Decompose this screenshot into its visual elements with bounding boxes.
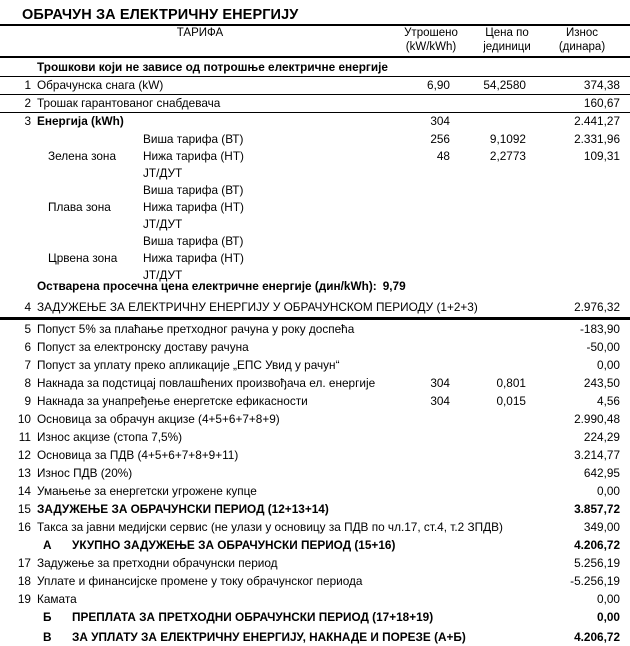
tariff-zone-row: [0, 165, 630, 182]
column-header-tariff: ТАРИФА: [176, 27, 224, 39]
row-amount: 0,00: [597, 592, 620, 606]
row-label: Основица за обрачун акцизе (4+5+6+7+8+9): [37, 412, 280, 426]
table-row: [0, 375, 630, 392]
zone-label: Плава зона: [48, 200, 111, 214]
row-quantity: 304: [430, 394, 450, 408]
row-amount: -5.256,19: [570, 574, 620, 588]
row-label: ЗАДУЖЕЊЕ ЗА ОБРАЧУНСКИ ПЕРИОД (12+13+14): [37, 502, 329, 516]
table-row: [0, 357, 630, 374]
row-label: Енергија (kWh): [37, 114, 124, 128]
row-label: Такса за јавни медијски сервис (не улази у основицу за ПДВ по чл.17, ст.4, т.2 ЗПДВ): [37, 520, 503, 534]
average-price-line: [37, 278, 406, 295]
column-header-price: [468, 27, 546, 54]
row-number: 16: [17, 520, 31, 534]
row-number: 5: [24, 322, 31, 336]
table-row: [0, 95, 630, 112]
tariff-zone-row: [0, 216, 630, 233]
row-number: 15: [17, 502, 31, 516]
row-quantity: 304: [430, 376, 450, 390]
row-quantity: 48: [436, 149, 450, 163]
average-price-label: Остварена просечна цена електричне енергије (дин/kWh):: [37, 279, 377, 293]
total-a-letter: А: [43, 538, 52, 552]
table-row: [0, 555, 630, 572]
tariff-zone-row: [0, 131, 630, 148]
column-header-amount-line2: (динара): [558, 40, 606, 53]
row-amount: 2.331,96: [574, 132, 620, 146]
row-amount: 642,95: [583, 466, 620, 480]
table-row: [0, 591, 630, 608]
row-label: Уплате и финансијске промене у току обрачунског периода: [37, 574, 363, 588]
total-a-row: [0, 537, 630, 554]
row-amount: 4,56: [597, 394, 620, 408]
row-amount: 109,31: [583, 149, 620, 163]
row-number: 1: [24, 78, 31, 92]
row-number: 13: [17, 466, 31, 480]
row-label: Попуст за уплату преко апликације „ЕПС Увид у рачун“: [37, 358, 340, 372]
row-price: 0,015: [496, 394, 526, 408]
tariff-label: Нижа тарифа (НТ): [143, 251, 244, 265]
tariff-label: Нижа тарифа (НТ): [143, 149, 244, 163]
table-row: [0, 465, 630, 482]
row-amount: 2.990,48: [574, 412, 620, 426]
zone-label: Зелена зона: [48, 149, 117, 163]
column-header-price-line2: јединици: [483, 40, 531, 53]
section-header-row: [0, 59, 630, 76]
total-v-row: [0, 629, 630, 646]
total-v-label: ЗА УПЛАТУ ЗА ЕЛЕКТРИЧНУ ЕНЕРГИЈУ, НАКНАДЕ И ПОРЕЗЕ (А+Б): [72, 630, 466, 644]
tariff-zone-row: [0, 250, 630, 267]
row-label: Задужење за претходни обрачунски период: [37, 556, 278, 570]
table-row: [0, 447, 630, 464]
row-number: 18: [17, 574, 31, 588]
row-label: Основица за ПДВ (4+5+6+7+8+9+11): [37, 448, 239, 462]
row-price: 9,1092: [489, 132, 526, 146]
table-row: [0, 113, 630, 130]
row-number: 2: [24, 96, 31, 110]
table-row: [0, 393, 630, 410]
row-quantity: 256: [430, 132, 450, 146]
column-header-amount: [544, 27, 620, 54]
row-number: 14: [17, 484, 31, 498]
table-row: [0, 77, 630, 94]
table-row: [0, 483, 630, 500]
row-number: 12: [17, 448, 31, 462]
divider-row-4: [0, 317, 630, 320]
row-number: 17: [17, 556, 31, 570]
row-quantity: 304: [430, 114, 450, 128]
tariff-zone-row: [0, 148, 630, 165]
tariff-label: ЈТ/ДУТ: [143, 217, 183, 231]
row-number: 19: [17, 592, 31, 606]
tariff-label: Виша тарифа (ВТ): [143, 132, 244, 146]
row-label: Износ ПДВ (20%): [37, 466, 133, 480]
zone-label: Црвена зона: [48, 251, 118, 265]
row-amount: 243,50: [583, 376, 620, 390]
row-number: 7: [24, 358, 31, 372]
row-amount: 374,38: [583, 78, 620, 92]
row-amount: 3.857,72: [574, 502, 620, 516]
row-label: Обрачунска снага (kW): [37, 78, 164, 92]
row-label: Накнада за унапређење енергетске ефикасности: [37, 394, 308, 408]
tariff-label: ЈТ/ДУТ: [143, 166, 183, 180]
total-b-letter: Б: [43, 610, 52, 624]
row-amount: -183,90: [579, 322, 620, 336]
row-amount: 2.976,32: [574, 300, 620, 314]
tariff-zone-row: [0, 182, 630, 199]
row-amount: 0,00: [597, 484, 620, 498]
tariff-label: Виша тарифа (ВТ): [143, 183, 244, 197]
table-row: [0, 573, 630, 590]
tariff-label: Виша тарифа (ВТ): [143, 234, 244, 248]
row-amount: 160,67: [583, 96, 620, 110]
row-amount: 224,29: [583, 430, 620, 444]
page-title: ОБРАЧУН ЗА ЕЛЕКТРИЧНУ ЕНЕРГИЈУ: [22, 7, 299, 23]
row-quantity: 6,90: [427, 78, 450, 92]
row-label: Трошак гарантованог снабдевача: [37, 96, 221, 110]
total-b-label: ПРЕПЛАТА ЗА ПРЕТХОДНИ ОБРАЧУНСКИ ПЕРИОД (17+18+19): [72, 610, 434, 624]
row-amount: 3.214,77: [574, 448, 620, 462]
table-row: [0, 429, 630, 446]
table-row: [0, 321, 630, 338]
row-number: 4: [24, 300, 31, 314]
total-a-amount: 4.206,72: [574, 538, 620, 552]
row-label: Камата: [37, 592, 77, 606]
row-amount: -50,00: [586, 340, 620, 354]
average-price-value: 9,79: [382, 279, 406, 293]
row-price: 2,2773: [489, 149, 526, 163]
row-price: 54,2580: [483, 78, 526, 92]
section-header-label: Трошкови који не зависе од потрошње електричне енергије: [37, 60, 388, 74]
row-label: Попуст за електронску доставу рачуна: [37, 340, 249, 354]
row-label: ЗАДУЖЕЊЕ ЗА ЕЛЕКТРИЧНУ ЕНЕРГИЈУ У ОБРАЧУНСКОМ ПЕРИОДУ (1+2+3): [37, 300, 478, 314]
column-header-quantity-line1: Утрошено: [404, 27, 458, 39]
row-number: 9: [24, 394, 31, 408]
column-header-amount-line1: Износ: [565, 27, 599, 39]
total-a-label: УКУПНО ЗАДУЖЕЊЕ ЗА ОБРАЧУНСКИ ПЕРИОД (15+16): [72, 538, 396, 552]
tariff-zone-row: [0, 199, 630, 216]
total-b-row: [0, 609, 630, 626]
row-number: 10: [17, 412, 31, 426]
row-label: Попуст 5% за плаћање претходног рачуна у року доспећа: [37, 322, 355, 336]
tariff-label: Нижа тарифа (НТ): [143, 200, 244, 214]
row-amount: 0,00: [597, 358, 620, 372]
row-number: 11: [18, 430, 31, 444]
total-b-amount: 0,00: [597, 610, 620, 624]
table-row: [0, 299, 630, 316]
divider-title: [0, 24, 630, 26]
table-row: [0, 519, 630, 536]
column-header-quantity-line2: (kW/kWh): [405, 40, 457, 53]
table-row: [0, 339, 630, 356]
column-header-quantity: [392, 27, 470, 54]
table-row: [0, 411, 630, 428]
row-amount: 349,00: [583, 520, 620, 534]
row-price: 0,801: [496, 376, 526, 390]
divider-column-header: [0, 56, 630, 58]
row-number: 6: [24, 340, 31, 354]
row-label: Износ акцизе (стопа 7,5%): [37, 430, 183, 444]
row-label: Накнада за подстицај повлашћених произвођача ел. енергије: [37, 376, 376, 390]
table-row: [0, 501, 630, 518]
row-amount: 2.441,27: [574, 114, 620, 128]
column-header-price-line1: Цена по: [485, 27, 529, 39]
total-v-letter: В: [43, 630, 52, 644]
row-label: Умањење за енергетски угрожене купце: [37, 484, 257, 498]
tariff-label: ЈТ/ДУТ: [143, 268, 183, 282]
total-v-amount: 4.206,72: [574, 630, 620, 644]
row-number: 8: [24, 376, 31, 390]
tariff-zone-row: [0, 233, 630, 250]
row-amount: 5.256,19: [574, 556, 620, 570]
row-number: 3: [24, 114, 31, 128]
